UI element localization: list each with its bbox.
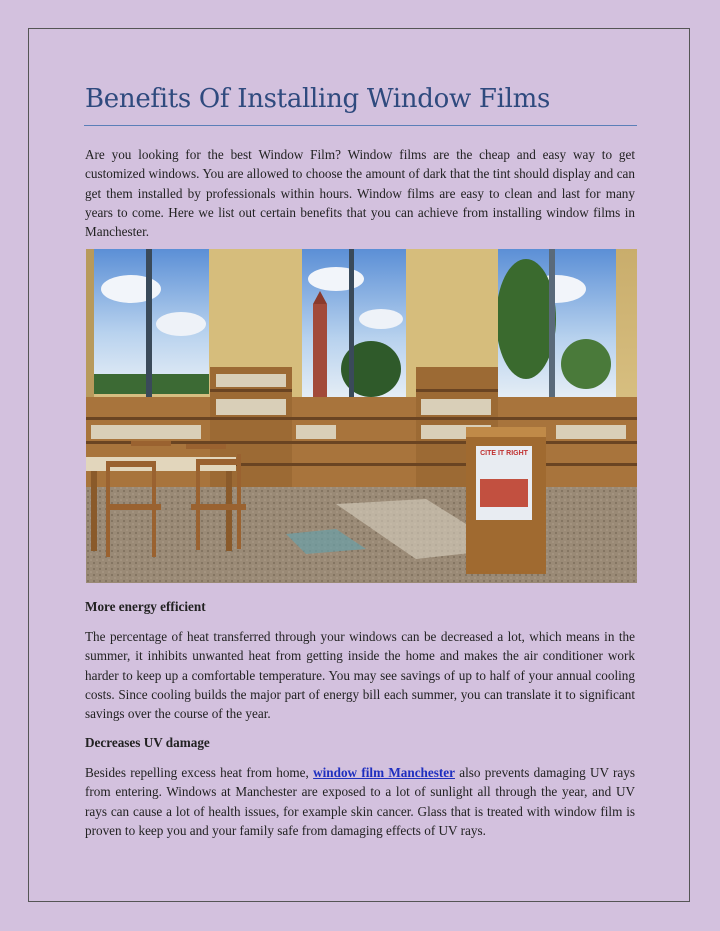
uv-body-text-end: also prevents damaging UV rays from entering. Windows at Manchester are exposed to a lot of sunlight all through the year, and UV rays can cause a lot of health issues, for example skin cancer. Glass that is treated with window film is proven to keep you and your family safe from damaging effects of UV rays. bbox=[85, 765, 635, 838]
uv-body-text-start: Besides repelling excess heat from home, bbox=[85, 765, 314, 780]
section-body-energy: The percentage of heat transferred through your windows can be decreased a lot, which means in the summer, it inhibits unwanted heat from getting inside the home and makes the air conditioner work harder to keep up a comfortable temperature. You may see savings of up to half of your annual cooling costs. Since cooling builds the major part of energy bill each summer, you can translate it to significant savings over the course of the year. bbox=[85, 629, 635, 722]
library-photo bbox=[86, 249, 637, 583]
document-title: Benefits Of Installing Window Films bbox=[85, 84, 551, 114]
section-heading-uv: Decreases UV damage bbox=[85, 735, 210, 750]
section-heading-energy: More energy efficient bbox=[85, 599, 206, 614]
window-film-manchester-link[interactable]: window film Manchester bbox=[313, 765, 455, 780]
sign-text: CITE IT RIGHT bbox=[480, 450, 528, 457]
title-underline bbox=[84, 125, 637, 126]
intro-paragraph: Are you looking for the best Window Film? Window films are the cheap and easy way to get customized windows. You are allowed to choose the amount of dark that the tint should display and can get them installed by professionals within hours. Window films are easy to clean and last for many years to come. Here we list out certain benefits that you can achieve from installing window films in Manchester. bbox=[85, 147, 635, 240]
section-body-uv bbox=[85, 763, 635, 840]
